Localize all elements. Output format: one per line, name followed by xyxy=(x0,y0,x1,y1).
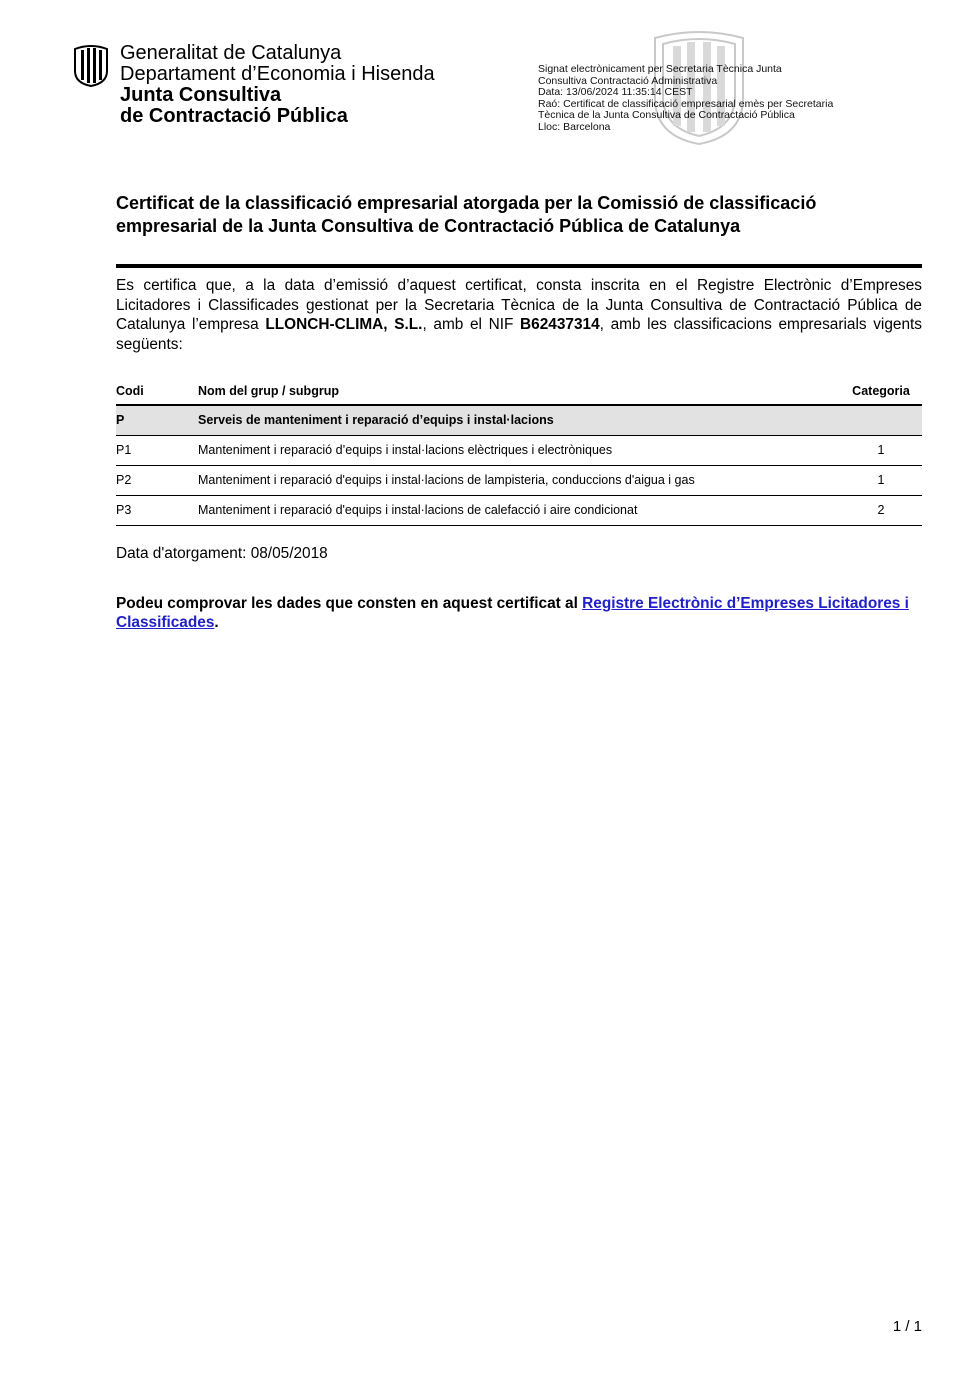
verification-paragraph xyxy=(116,594,922,632)
row-category: 1 xyxy=(877,443,885,457)
table-group-row xyxy=(116,406,922,436)
row-code: P1 xyxy=(116,443,132,457)
generalitat-emblem-icon xyxy=(73,45,109,87)
signature-reason: Raó: Certificat de classificació empresarial emès per Secretaria xyxy=(538,97,834,110)
column-header-code: Codi xyxy=(116,384,144,398)
intro-text: , amb el NIF xyxy=(422,316,521,333)
group-code: P xyxy=(116,413,125,427)
verify-end: . xyxy=(214,614,219,631)
group-name: Serveis de manteniment i reparació d’equips i instal·lacions xyxy=(198,413,554,427)
unit-name-line2: de Contractació Pública xyxy=(120,105,348,127)
company-nif: B62437314 xyxy=(520,316,600,333)
row-code: P3 xyxy=(116,503,132,517)
column-header-category: Categoria xyxy=(852,384,910,398)
company-name: LLONCH-CLIMA, S.L. xyxy=(265,316,423,333)
department-name: Departament d’Economia i Hisenda xyxy=(120,63,435,85)
signature-date: Data: 13/06/2024 11:35:14 CEST xyxy=(538,86,693,99)
page-number: 1 / 1 xyxy=(892,1318,922,1335)
intro-text: , amb les classificacions empresarials vigents següents: xyxy=(116,316,923,353)
electronic-signature xyxy=(538,64,878,134)
verify-text: Podeu comprovar les dades que consten en aquest certificat al xyxy=(116,595,583,612)
row-code: P2 xyxy=(116,473,132,487)
registry-link[interactable]: Registre Electrònic d’Empreses Licitadores i Classificades xyxy=(116,595,909,631)
org-name: Generalitat de Catalunya xyxy=(120,42,342,64)
title-line: empresarial de la Junta Consultiva de Contractació Pública de Catalunya xyxy=(116,216,741,236)
column-header-name: Nom del grup / subgrup xyxy=(198,384,339,398)
row-category: 2 xyxy=(877,503,885,517)
unit-name-line1: Junta Consultiva xyxy=(120,84,282,106)
table-row xyxy=(116,436,922,466)
table-row xyxy=(116,466,922,496)
signature-place: Lloc: Barcelona xyxy=(538,120,611,133)
row-category: 1 xyxy=(877,473,885,487)
signature-reason-cont: Tècnica de la Junta Consultiva de Contractació Pública xyxy=(538,109,795,122)
table-row xyxy=(116,496,922,526)
header-text xyxy=(120,43,435,127)
classification-table xyxy=(116,378,922,526)
intro-text: Es certifica que, a la data d’emissió d’aquest certificat, consta inscrita en el Registre Electrònic d’Empreses Licitadores i Classificades gestionat per la Secretaria Tècnica de la Junta Consultiva de Contractació Pública de Catalunya l’empresa xyxy=(116,277,922,333)
title-divider xyxy=(116,264,922,268)
certification-paragraph xyxy=(116,276,922,354)
row-name: Manteniment i reparació d'equips i instal·lacions de lampisteria, conduccions d'aigua i gas xyxy=(198,473,695,487)
header-logo xyxy=(73,43,458,135)
row-name: Manteniment i reparació d’equips i instal·lacions elèctriques i electròniques xyxy=(198,443,613,457)
signature-line: Consultiva Contractació Administrativa xyxy=(538,74,718,87)
title-line: Certificat de la classificació empresarial atorgada per la Comissió de classificació xyxy=(116,193,817,213)
signature-line: Signat electrònicament per Secretaria Tècnica Junta xyxy=(538,63,782,75)
table-header-row xyxy=(116,378,922,406)
award-date: Data d'atorgament: 08/05/2018 xyxy=(116,545,328,562)
document-title xyxy=(116,192,922,238)
row-name: Manteniment i reparació d'equips i instal·lacions de calefacció i aire condicionat xyxy=(198,503,638,517)
